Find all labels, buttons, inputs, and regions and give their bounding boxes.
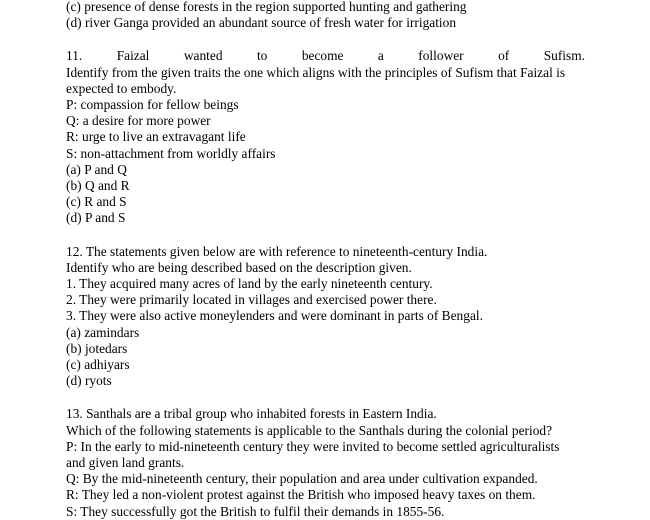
q12-option-a: (a) zamindars: [66, 324, 140, 340]
q13-statement-p-cont: and given land grants.: [66, 455, 185, 471]
q12-statement-2: 2. They were primarily located in villages and exercised power there.: [66, 292, 437, 308]
q12-statement-1: 1. They acquired many acres of land by the early nineteenth century.: [66, 276, 433, 292]
prev-question: [66, 0, 585, 31]
question-12: [66, 244, 585, 390]
q13-text-line: Which of the following statements is applicable to the Santhals during the colonial period?: [66, 422, 553, 438]
q13-statement-s: S: They successfully got the British to fulfil their demands in 1855-56.: [66, 503, 445, 519]
question-13: [66, 406, 585, 519]
question-11: [66, 48, 585, 226]
q11-statement-q: Q: a desire for more power: [66, 113, 211, 129]
q12-statement-3: 3. They were also active moneylenders and were dominant in parts of Bengal.: [66, 308, 483, 324]
q13-text-line: 13. Santhals are a tribal group who inhabited forests in Eastern India.: [66, 406, 437, 422]
document-page: [66, 0, 585, 520]
prev-option-d: (d) river Ganga provided an abundant source of fresh water for irrigation: [66, 15, 457, 31]
q13-statement-q: Q: By the mid-nineteenth century, their population and area under cultivation expanded.: [66, 471, 538, 487]
q11-text-line: expected to embody.: [66, 80, 177, 96]
q13-statement-p: P: In the early to mid-nineteenth century they were invited to become settled agriculturalists: [66, 438, 560, 454]
q11-text-line: Identify from the given traits the one which aligns with the principles of Sufism that Faizal is: [66, 64, 566, 80]
q11-option-c: (c) R and S: [66, 194, 127, 210]
prev-option-c: (c) presence of dense forests in the region supported hunting and gathering: [66, 0, 467, 14]
q11-option-b: (b) Q and R: [66, 178, 130, 194]
q11-statement-p: P: compassion for fellow beings: [66, 97, 239, 113]
q12-text-line: 12. The statements given below are with reference to nineteenth-century India.: [66, 243, 488, 259]
q11-first-line: 11. Faizal wanted to become a follower of Sufism.: [66, 48, 585, 64]
q11-statement-r: R: urge to live an extravagant life: [66, 129, 246, 145]
q11-option-a: (a) P and Q: [66, 161, 127, 177]
q12-text-line: Identify who are being described based on the description given.: [66, 259, 412, 275]
q13-statement-r: R: They led a non-violent protest against the British who imposed heavy taxes on them.: [66, 487, 536, 503]
q11-option-d: (d) P and S: [66, 210, 126, 226]
q12-option-d: (d) ryots: [66, 373, 112, 389]
q12-option-b: (b) jotedars: [66, 340, 128, 356]
q12-option-c: (c) adhiyars: [66, 357, 130, 373]
q11-statement-s: S: non-attachment from worldly affairs: [66, 145, 276, 161]
